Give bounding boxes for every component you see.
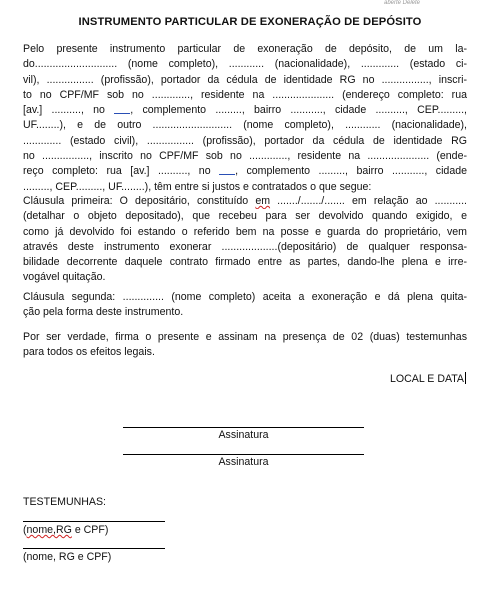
paragraph-line: do............................ (nome completo), ............ (nacionalidade), ............. (estado ci- — [23, 58, 467, 71]
clause-one-paragraph — [23, 194, 467, 286]
witness-signature-line — [23, 521, 165, 522]
line-text: , complemento ........., bairro ..........., cidade — [235, 165, 467, 178]
line-text: Cláusula primeira: O depositário, constituído — [23, 195, 256, 207]
local-and-date[interactable] — [390, 372, 466, 386]
paragraph-line — [23, 194, 467, 209]
paragraph-line: vogável quitação. — [23, 271, 106, 284]
local-date-text: LOCAL E DATA — [390, 373, 464, 385]
paragraph-line — [23, 164, 467, 179]
signature-label: Assinatura — [218, 456, 269, 468]
signature-line — [123, 454, 364, 455]
paragraph-line: to no CPF/MF sob no ............., residente na ..................... (endereço completo: rua — [23, 88, 467, 101]
clause-two-paragraph — [23, 290, 467, 321]
paragraph-line: como já devolvido foi estando o referido bem na posse e guarda do proprietário, vem — [23, 225, 467, 238]
witness-label: (nome, RG e CPF) — [23, 551, 112, 563]
paragraph-line: ........., CEP........., UF........), têm entre si justos e contratados o que segue: — [23, 180, 372, 193]
line-text: ......./......./....... em relação ao ........... — [270, 195, 467, 207]
witnesses-heading: TESTEMUNHAS: — [23, 496, 106, 508]
witness-signature-line — [23, 548, 165, 549]
closing-paragraph — [23, 330, 467, 361]
paragraph-line: ção pela forma deste instrumento. — [23, 306, 184, 319]
line-text: , complemento ........., bairro ..........., cidade .........., CEP........., — [130, 104, 467, 117]
paragraph-line: no ................, inscrito no CPF/MF sob no ............., residente na ..................... (ende- — [23, 150, 467, 163]
edit-hint: aberte Delete — [384, 0, 421, 6]
document-title: INSTRUMENTO PARTICULAR DE EXONERAÇÃO DE DEPÓSITO — [78, 16, 422, 28]
paragraph-line — [23, 103, 467, 118]
witness-label — [23, 524, 108, 537]
blank-field[interactable] — [114, 103, 130, 114]
paragraph-line: (detalhar o objeto depositado), que recebeu para ser devolvido quando exigido, e — [23, 210, 467, 223]
spellcheck-word[interactable]: em — [255, 195, 271, 207]
spellcheck-word[interactable]: nome,RG — [26, 524, 72, 536]
label-text: ( — [23, 524, 27, 536]
intro-paragraph — [23, 42, 467, 195]
paragraph-line: bilidade decorrente daquele contrato firmado entre as partes, dando-lhe plena e irre- — [23, 256, 467, 269]
paragraph-line: ............. (estado civil), ................ (profissão), portador da cédula de identidade RG — [23, 134, 467, 147]
line-text: reço completo: rua [av.] .........., no — [23, 165, 220, 178]
signature-label: Assinatura — [218, 429, 269, 441]
paragraph-line: Pelo presente instrumento particular de exoneração de depósito, de um la- — [23, 43, 467, 55]
paragraph-line: para todos os efeitos legais. — [23, 346, 155, 359]
paragraph-line: Por ser verdade, firma o presente e assinam na presença de 02 (duas) testemunhas — [23, 331, 467, 343]
paragraph-line: Cláusula segunda: .............. (nome completo) aceita a exoneração e dá plena quita- — [23, 291, 467, 303]
signature-line — [123, 427, 364, 428]
line-text: [av.] .........., no — [23, 104, 115, 117]
paragraph-line: através deste instrumento exonerar ...................(depositário) de qualquer responsa- — [23, 240, 467, 253]
paragraph-line: vil), ................ (profissão), portador da cédula de identidade RG no ................, inscri- — [23, 73, 467, 86]
blank-field[interactable] — [219, 164, 235, 175]
label-text: e CPF) — [71, 524, 109, 536]
paragraph-line: UF........), e de outro ........................... (nome completo), ............ (nacionalidade), — [23, 119, 467, 132]
text-cursor — [465, 372, 466, 384]
